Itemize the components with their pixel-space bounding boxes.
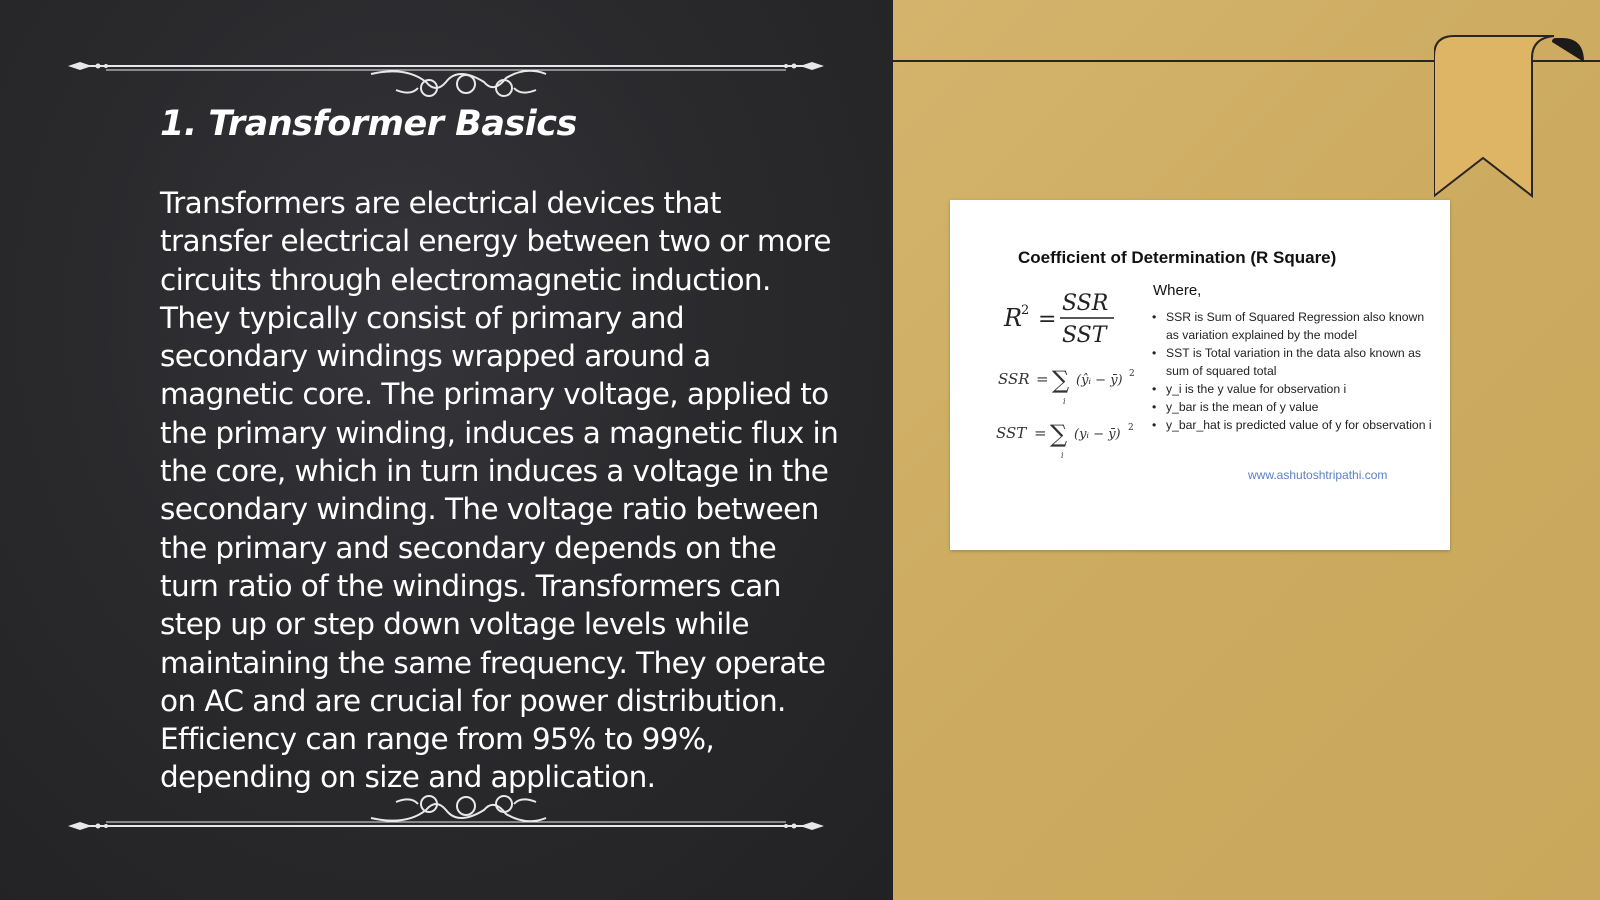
figure-definition-list: [1150, 308, 1440, 434]
figure-title: Coefficient of Determination (R Square): [1018, 248, 1337, 267]
formula-ssr-sup: 2: [1129, 369, 1135, 379]
formula-sst-sup: 2: [1128, 423, 1134, 433]
slide-title: 1. Transformer Basics: [160, 104, 577, 144]
slide-body-text: Transformers are electrical devices that transfer electrical energy between two or more circuits through electromagnetic induction. They typically consist of primary and secondary windings wrapped around a magnetic core. The primary voltage, applied to the primary winding, induces a magnetic flux in the core, which in turn induces a voltage in the secondary winding. The voltage ratio between the primary and secondary depends on the turn ratio of the windings. Transformers can step up or step down voltage levels while maintaining the same frequency. They operate on AC and are crucial for power distribution. Efficiency can range from 95% to 99%, depending on size and application.: [160, 186, 839, 795]
r-square-figure: [950, 200, 1450, 550]
formula-ssr-lhs: SSR: [998, 370, 1030, 388]
formula-ssr-sub: i: [1063, 397, 1066, 406]
formula-ssr-eq: =: [1036, 370, 1049, 388]
definition-y-i: • y_i is the y value for observation i: [1150, 380, 1440, 398]
sst-formula: [994, 418, 1146, 462]
ornament-divider-top: [66, 38, 826, 98]
formula-sst-sub: i: [1061, 451, 1064, 460]
formula-sst-eq: =: [1034, 424, 1047, 442]
definition-sst: • SST is Total variation in the data also known as sum of squared total: [1150, 344, 1440, 380]
definition-y-bar: • y_bar is the mean of y value: [1150, 398, 1440, 416]
bookmark-ribbon-icon: [1434, 34, 1586, 198]
formula-main-denominator: SST: [1062, 323, 1107, 348]
figure-source-url: www.ashutoshtripathi.com: [1248, 468, 1388, 482]
formula-ssr-term: (ŷᵢ − ȳ): [1076, 373, 1123, 388]
formula-sst-lhs: SST: [996, 424, 1027, 442]
definition-y-bar-hat: • y_bar_hat is predicted value of y for observation i: [1150, 416, 1440, 434]
formula-main-eq: =: [1038, 307, 1057, 332]
formula-main-numerator: SSR: [1062, 291, 1109, 316]
formula-main-lhs-sup: 2: [1021, 303, 1030, 318]
definition-ssr: • SSR is Sum of Squared Regression also known as variation explained by the model: [1150, 308, 1440, 344]
formula-sst-sum: ∑: [1050, 420, 1068, 448]
figure-where-label: Where,: [1153, 282, 1202, 299]
formula-ssr-sum: ∑: [1052, 366, 1070, 394]
formula-main-lhs: R: [1004, 304, 1023, 332]
ssr-formula: [996, 366, 1146, 408]
formula-sst-term: (yᵢ − ȳ): [1074, 427, 1121, 442]
r-squared-formula: [1000, 286, 1140, 348]
